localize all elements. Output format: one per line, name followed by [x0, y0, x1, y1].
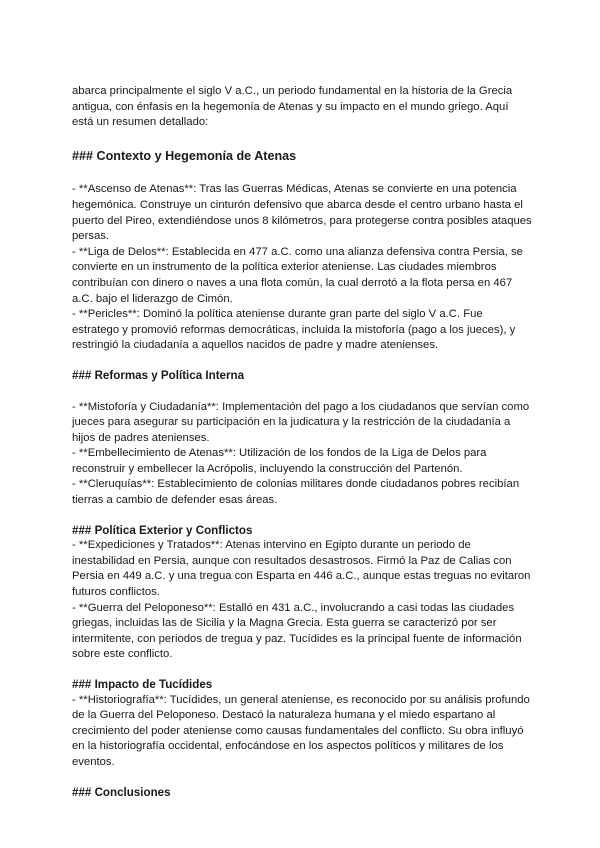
- document-page: [72, 84, 532, 800]
- section-heading-reformas: ### Reformas y Política Interna: [72, 368, 245, 382]
- list-item: - **Liga de Delos**: Establecida en 477 a.C. como una alianza defensiva contra Persia, se convierte en un instrumento de la política exterior ateniense. Las ciudades miembros contribuían con dinero o naves a una flota común, la cual derrotó a la flota persa en 467 a.C. bajo el liderazgo de Cimón.: [72, 245, 523, 305]
- list-item: - **Pericles**: Dominó la política ateniense durante gran parte del siglo V a.C. Fue estratego y promovió reformas democráticas, incluida la mistoforía (pago a los jueces), y restringió la ciudadanía a aquellos nacidos de padre y madre atenienses.: [72, 308, 516, 352]
- list-item: - **Guerra del Peloponeso**: Estalló en 431 a.C., involucrando a casi todas las ciudades griegas, incluidas las de Sicilia y la Magna Grecia. Esta guerra se caracterizó por ser intermitente, con periodos de tregua y paz. Tucídides es la principal fuente de información sobre este conflicto.: [72, 601, 522, 661]
- section-heading-politica-exterior: ### Política Exterior y Conflictos: [72, 523, 253, 537]
- section-heading-conclusiones: ### Conclusiones: [72, 785, 171, 799]
- section-heading-contexto: ### Contexto y Hegemonía de Atenas: [72, 148, 297, 163]
- list-item: - **Ascenso de Atenas**: Tras las Guerras Médicas, Atenas se convierte en una potencia hegemónica. Construye un cinturón defensivo que abarca desde el centro urbano hasta el puerto del Pireo, extendiéndose unos 8 kilómetros, para protegerse contra posibles ataques persas.: [72, 183, 532, 243]
- list-item: - **Expediciones y Tratados**: Atenas intervino en Egipto durante un periodo de inestabilidad en Persia, aunque con resultados desastrosos. Firmó la Paz de Calias con Persia en 449 a.C. y una tregua con Esparta en 446 a.C., aunque estas treguas no evitaron futuros conflictos.: [72, 539, 531, 599]
- list-item: - **Historiografía**: Tucídides, un general ateniense, es reconocido por su análisis profundo de la Guerra del Peloponeso. Destacó la naturaleza humana y el miedo espartano al crecimiento del poder ateniense como causas fundamentales del conflicto. Su obra influyó en la historiografía occidental, enfocándose en los aspectos políticos y militares de los eventos.: [72, 693, 530, 768]
- list-item: - **Embellecimiento de Atenas**: Utilización de los fondos de la Liga de Delos para reconstruir y embellecer la Acrópolis, incluyendo la construcción del Partenón.: [72, 447, 487, 475]
- list-item: - **Cleruquías**: Establecimiento de colonias militares donde ciudadanos pobres recibían tierras a cambio de defender esas áreas.: [72, 478, 520, 507]
- list-item: - **Mistoforía y Ciudadanía**: Implementación del pago a los ciudadanos que servían como jueces para asegurar su participación en la judicatura y la restricción de la ciudadanía a hijos de padres atenienses.: [72, 400, 530, 444]
- section-heading-tucidides: ### Impacto de Tucídides: [72, 678, 213, 691]
- intro-paragraph: abarca principalmente el siglo V a.C., un periodo fundamental en la historia de la Grecia antigua, con énfasis en la hegemonía de Atenas y su impacto en el mundo griego. Aquí está un resumen detallado:: [72, 85, 513, 129]
